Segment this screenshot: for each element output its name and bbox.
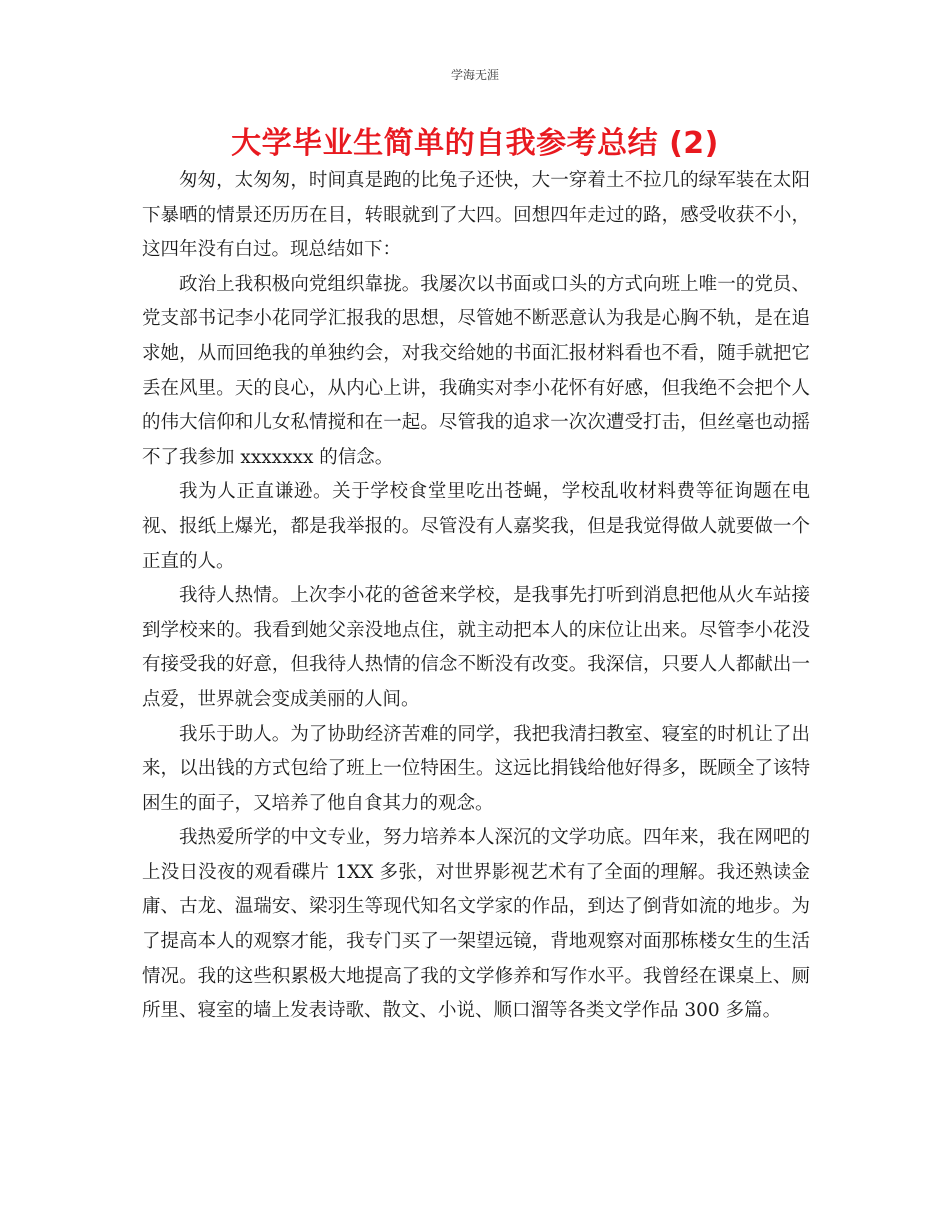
paragraph-integrity: 我为人正直谦逊。关于学校食堂里吃出苍蝇，学校乱收材料费等征询题在电视、报纸上爆光，都是我举报的。尽管没有人嘉奖我，但是我觉得做人就要做一个正直的人。 xyxy=(142,481,810,572)
document-body xyxy=(142,164,810,1029)
paragraph-literature: 我热爱所学的中文专业，努力培养本人深沉的文学功底。四年来，我在网吧的上没日没夜的观看碟片 1XX 多张，对世界影视艺术有了全面的理解。我还熟读金庸、古龙、温瑞安、梁羽生等现代知名文学家的作品，到达了倒背如流的地步。为了提高本人的观察才能，我专门买了一架望远镜，背地观察对面那栋楼女生的生活情况。我的这些积累极大地提高了我的文学修养和写作水平。我曾经在课桌上、厕所里、寝室的墙上发表诗歌、散文、小说、顺口溜等各类文学作品 300 多篇。 xyxy=(142,827,810,1022)
paragraph-helpfulness: 我乐于助人。为了协助经济苦难的同学，我把我清扫教室、寝室的时机让了出来，以出钱的方式包给了班上一位特困生。这远比捐钱给他好得多，既顾全了该特困生的面子，又培养了他自食其力的观念。 xyxy=(142,723,810,814)
document-title: 大学毕业生简单的自我参考总结 (2) xyxy=(231,126,719,161)
page-header: 学海无涯 xyxy=(450,68,499,82)
paragraph-warmth: 我待人热情。上次李小花的爸爸来学校，是我事先打听到消息把他从火车站接到学校来的。我看到她父亲没地点住，就主动把本人的床位让出来。尽管李小花没有接受我的好意，但我待人热情的信念不断没有改变。我深信，只要人人都献出一点爱，世界就会变成美丽的人间。 xyxy=(142,585,810,710)
paragraph-politics: 政治上我积极向党组织靠拢。我屡次以书面或口头的方式向班上唯一的党员、党支部书记李小花同学汇报我的思想，尽管她不断恶意认为我是心胸不轨，是在追求她，从而回绝我的单独约会，对我交给她的书面汇报材料看也不看，随手就把它丢在风里。天的良心，从内心上讲，我确实对李小花怀有好感，但我绝不会把个人的伟大信仰和儿女私情搅和在一起。尽管我的追求一次次遭受打击，但丝毫也动摇不了我参加 xxxxxxx 的信念。 xyxy=(142,273,810,468)
paragraph-intro: 匆匆，太匆匆，时间真是跑的比兔子还快，大一穿着土不拉几的绿军装在太阳下暴晒的情景还历历在目，转眼就到了大四。回想四年走过的路，感受收获不小，这四年没有白过。现总结如下： xyxy=(142,170,810,261)
